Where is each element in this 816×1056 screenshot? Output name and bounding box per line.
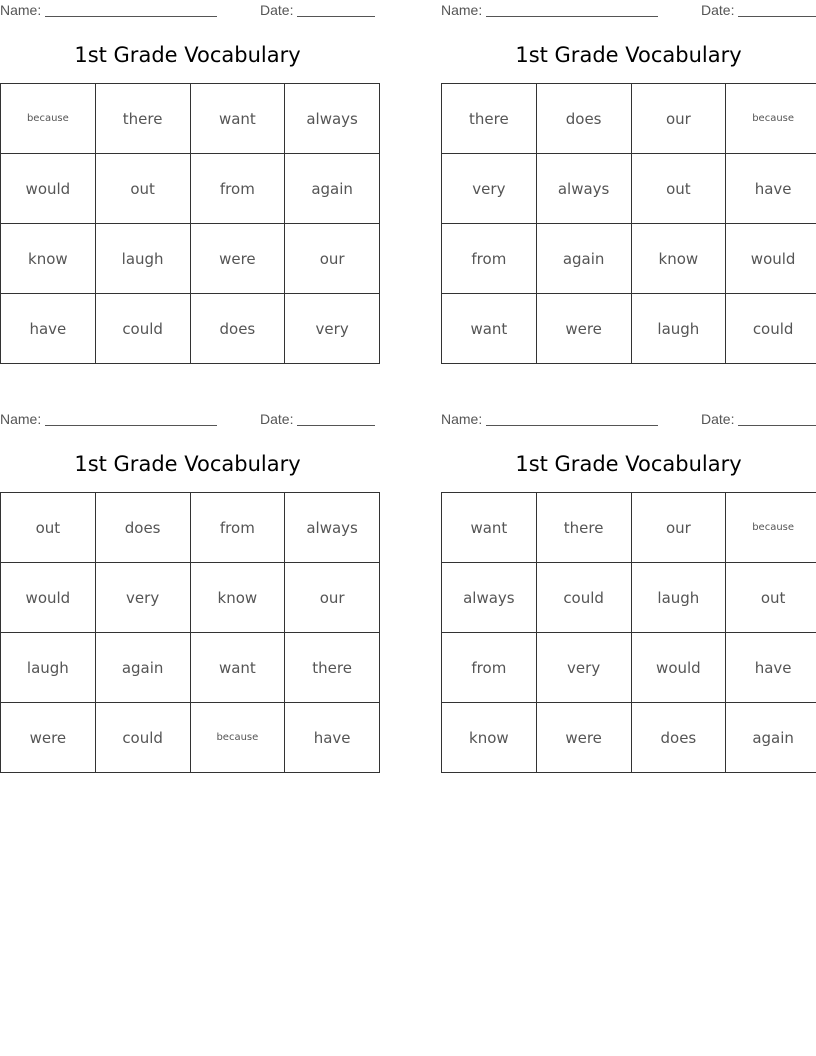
name-label: Name: [441, 2, 483, 18]
grid-cell: always [536, 154, 631, 224]
grid-cell: very [285, 294, 380, 364]
grid-row [1, 703, 380, 773]
grid-cell: laugh [1, 633, 96, 703]
name-field[interactable] [441, 2, 658, 18]
grid-cell: have [726, 154, 816, 224]
grid-cell: would [1, 563, 96, 633]
grid-row [442, 563, 816, 633]
grid-cell: know [442, 703, 537, 773]
date-blank-line[interactable] [738, 411, 816, 426]
grid-row [1, 294, 380, 364]
name-label: Name: [0, 2, 42, 18]
card-title: 1st Grade Vocabulary [74, 452, 301, 476]
grid-cell: there [95, 84, 190, 154]
date-label: Date: [701, 411, 735, 427]
grid-cell: again [536, 224, 631, 294]
grid-cell: want [442, 493, 537, 563]
grid-cell: because [726, 493, 816, 563]
grid-cell: there [285, 633, 380, 703]
grid-cell: out [95, 154, 190, 224]
grid-cell: could [726, 294, 816, 364]
grid-cell: could [95, 703, 190, 773]
grid-cell: would [1, 154, 96, 224]
grid-cell: because [1, 84, 96, 154]
grid-cell: know [631, 224, 726, 294]
date-blank-line[interactable] [297, 2, 375, 17]
grid-cell: from [442, 633, 537, 703]
grid-cell: have [726, 633, 816, 703]
grid-cell: always [285, 493, 380, 563]
card-title: 1st Grade Vocabulary [515, 452, 742, 476]
grid-cell: would [631, 633, 726, 703]
name-date-line [441, 411, 816, 429]
grid-row [1, 563, 380, 633]
date-field[interactable] [701, 411, 816, 427]
grid-cell: laugh [631, 294, 726, 364]
name-blank-line[interactable] [45, 2, 217, 17]
grid-row [1, 84, 380, 154]
grid-cell: could [95, 294, 190, 364]
grid-cell: very [442, 154, 537, 224]
date-field[interactable] [260, 2, 375, 18]
name-label: Name: [0, 411, 42, 427]
grid-cell: laugh [631, 563, 726, 633]
word-grid [0, 492, 380, 773]
grid-cell: were [190, 224, 285, 294]
grid-row [1, 154, 380, 224]
grid-cell: were [1, 703, 96, 773]
grid-cell: does [536, 84, 631, 154]
grid-cell: could [536, 563, 631, 633]
grid-cell: have [1, 294, 96, 364]
grid-cell: does [95, 493, 190, 563]
grid-cell: always [442, 563, 537, 633]
date-label: Date: [260, 2, 294, 18]
name-blank-line[interactable] [486, 411, 658, 426]
name-field[interactable] [0, 411, 217, 427]
grid-cell: very [536, 633, 631, 703]
name-blank-line[interactable] [486, 2, 658, 17]
name-date-line [0, 2, 375, 20]
grid-row [442, 294, 816, 364]
grid-cell: know [190, 563, 285, 633]
word-grid [441, 83, 816, 364]
grid-cell: from [190, 154, 285, 224]
grid-cell: always [285, 84, 380, 154]
grid-cell: because [726, 84, 816, 154]
grid-cell: from [190, 493, 285, 563]
grid-cell: very [95, 563, 190, 633]
name-blank-line[interactable] [45, 411, 217, 426]
grid-cell: were [536, 703, 631, 773]
grid-cell: want [190, 633, 285, 703]
grid-row [442, 633, 816, 703]
grid-cell: there [536, 493, 631, 563]
word-grid [441, 492, 816, 773]
grid-cell: our [285, 224, 380, 294]
name-date-line [0, 411, 375, 429]
grid-cell: have [285, 703, 380, 773]
grid-row [442, 224, 816, 294]
name-field[interactable] [0, 2, 217, 18]
grid-cell: want [190, 84, 285, 154]
name-label: Name: [441, 411, 483, 427]
grid-cell: does [631, 703, 726, 773]
grid-cell: laugh [95, 224, 190, 294]
name-field[interactable] [441, 411, 658, 427]
card-title: 1st Grade Vocabulary [515, 43, 742, 67]
grid-row [1, 224, 380, 294]
grid-cell: from [442, 224, 537, 294]
grid-row [442, 493, 816, 563]
grid-cell: know [1, 224, 96, 294]
grid-cell: were [536, 294, 631, 364]
grid-cell: our [285, 563, 380, 633]
grid-row [442, 84, 816, 154]
grid-cell: again [95, 633, 190, 703]
grid-cell: would [726, 224, 816, 294]
grid-cell: our [631, 493, 726, 563]
grid-cell: again [726, 703, 816, 773]
grid-cell: there [442, 84, 537, 154]
card-title: 1st Grade Vocabulary [74, 43, 301, 67]
date-blank-line[interactable] [738, 2, 816, 17]
grid-row [1, 633, 380, 703]
grid-row [442, 703, 816, 773]
grid-cell: out [1, 493, 96, 563]
grid-cell: does [190, 294, 285, 364]
name-date-line [441, 2, 816, 20]
date-field[interactable] [701, 2, 816, 18]
grid-cell: out [726, 563, 816, 633]
date-field[interactable] [260, 411, 375, 427]
grid-row [442, 154, 816, 224]
grid-cell: because [190, 703, 285, 773]
grid-cell: again [285, 154, 380, 224]
date-blank-line[interactable] [297, 411, 375, 426]
grid-cell: out [631, 154, 726, 224]
word-grid [0, 83, 380, 364]
grid-row [1, 493, 380, 563]
date-label: Date: [701, 2, 735, 18]
date-label: Date: [260, 411, 294, 427]
grid-cell: want [442, 294, 537, 364]
grid-cell: our [631, 84, 726, 154]
